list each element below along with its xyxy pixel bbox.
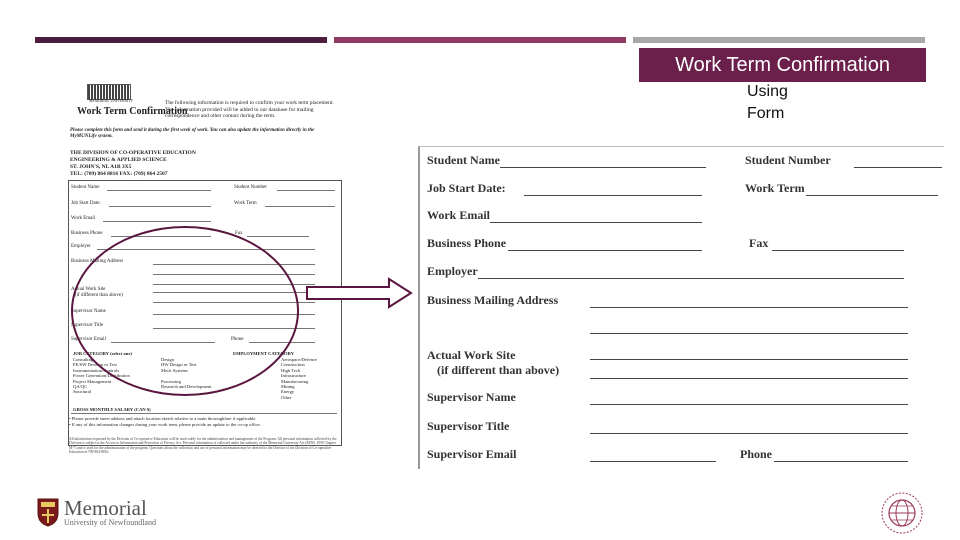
thumb-job-option: FE/SW Develop or Test	[73, 362, 117, 368]
thumb-line	[109, 206, 211, 207]
zoom-line	[500, 167, 706, 168]
thumbnail-note: • If any of this information changes during your work term, please provide an update to the co-op office.	[69, 421, 261, 427]
subtitle-line-1: Using	[747, 83, 788, 100]
thumbnail-faculty: ENGINEERING & APPLIED SCIENCE	[70, 157, 167, 163]
thumb-label-work-email: Work Email	[71, 216, 96, 221]
thumb-job-option: Power Generation/Distribution	[73, 373, 130, 379]
thumb-label-student-number: Student Number	[234, 185, 267, 190]
thumb-line	[277, 190, 335, 191]
zoom-line	[590, 404, 908, 405]
header-bar-dark	[35, 37, 327, 43]
thumbnail-contact: TEL: (709) 864 8816 FAX: (709) 864 2507	[70, 171, 168, 177]
thumb-label-actual-site: Actual Work Site	[71, 287, 106, 292]
zoom-label-work-term: Work Term	[745, 181, 805, 195]
thumb-label-student-name: Student Name	[71, 185, 100, 190]
thumb-label-work-term: Work Term	[234, 201, 257, 206]
memorial-logo-name: Memorial	[64, 496, 147, 520]
thumbnail-university: MEMORIAL UNIVERSITY	[89, 99, 134, 103]
zoom-label-supervisor-name: Supervisor Name	[427, 390, 516, 404]
zoom-line	[524, 195, 702, 196]
thumb-job-option: Project Management	[73, 378, 112, 384]
slide-title: Work Term Confirmation	[639, 48, 926, 82]
zoom-label-work-email: Work Email	[427, 208, 491, 222]
zoom-label-supervisor-email: Supervisor Email	[427, 447, 517, 461]
zoom-label-student-number: Student Number	[745, 153, 831, 167]
thumbnail-note: • Please provide street address and attach location sketch relative to a main thoroughfare if applicable	[69, 416, 256, 421]
subtitle-line-2: Form	[747, 105, 785, 122]
thumb-employment-option: Aerospace/Defence	[281, 357, 317, 362]
thumb-job-option: Processing	[161, 378, 181, 384]
thumbnail-city: ST. JOHN'S, NL A1B 3X5	[70, 164, 132, 170]
zoom-line	[490, 222, 702, 223]
thumb-job-option: Instrumentation/Controls	[73, 367, 120, 373]
thumbnail-instructions: Please complete this form and send it during the first week of work. You can also update the information directly in the MyMUNLife system.	[70, 128, 315, 139]
header-bar-grey	[633, 37, 925, 43]
zoom-line	[772, 250, 904, 251]
thumb-label-supervisor-title: Supervisor Title	[71, 323, 104, 328]
thumb-job-option: Design	[161, 357, 175, 362]
memorial-logo-subname: University of Newfoundland	[64, 518, 156, 527]
zoom-line	[806, 195, 938, 196]
thumb-employment-col	[281, 357, 317, 400]
thumb-job-option: Research and Development	[161, 384, 212, 390]
zoom-label-student-name: Student Name	[427, 153, 501, 167]
thumb-label-job-start: Job Start Date:	[71, 201, 101, 206]
zoom-label-actual-site: Actual Work Site	[427, 348, 516, 362]
thumb-label-phone: Phone	[231, 337, 244, 342]
thumbnail-address-block	[70, 150, 290, 178]
thumb-job-category-label: JOB CATEGORY (select one)	[73, 351, 132, 356]
thumb-label-supervisor-name: Supervisor Name	[71, 309, 106, 314]
thumb-line	[71, 413, 337, 414]
zoom-label-if-different: (if different than above)	[437, 363, 560, 377]
right-arrow-icon	[305, 276, 415, 310]
thumb-label-mailing: Business Mailing Address	[71, 259, 124, 264]
zoom-label-job-start: Job Start Date:	[427, 181, 506, 195]
thumb-line	[107, 190, 211, 191]
zoom-label-supervisor-title: Supervisor Title	[427, 419, 510, 433]
zoom-label-mailing: Business Mailing Address	[427, 293, 559, 307]
thumb-employment-option: Construction	[281, 362, 305, 368]
thumb-employment-option: High Tech	[281, 367, 301, 373]
thumb-employment-option: Energy	[281, 389, 295, 395]
thumb-label-fax: Fax	[235, 231, 243, 236]
thumbnail-form-title: Work Term Confirmation	[77, 106, 188, 117]
thumb-line	[247, 236, 309, 237]
zoom-line	[590, 359, 908, 360]
zoom-label-employer: Employer	[427, 264, 478, 278]
thumb-label-supervisor-email: Supervisor Email	[71, 337, 106, 342]
zoom-line	[590, 433, 908, 434]
thumbnail-fine-print: All information requested by the Division of Co-operative Education will be used solely for the administration and management of the Program. All personal information collected by the Division is subject to the Access to Information and Protection of Privacy Act. Personal information is collected under the authority of the Memorial University Act (RSNL 1990 Chapter M-7) and is used for the administration of the program. Questions about the collection and use of personal information may be directed to the Director of the Division of Co-operative Education at 709-864-8816.	[69, 437, 337, 455]
thumb-employment-option: Manufacturing	[281, 378, 309, 384]
thumb-employment-option: Other	[281, 394, 292, 400]
thumb-job-option: Consulting	[73, 357, 94, 362]
zoom-line	[774, 461, 908, 462]
header-bar-mid	[334, 37, 626, 43]
zoom-line	[508, 250, 702, 251]
zoom-line	[590, 461, 716, 462]
thumb-line	[103, 221, 211, 222]
thumb-job-option: QA/QC	[73, 384, 88, 390]
memorial-crest-icon	[36, 497, 60, 527]
zoom-line	[854, 167, 942, 168]
zoom-label-phone: Phone	[740, 447, 773, 461]
thumb-label-business-phone: Business Phone	[71, 231, 103, 236]
zoom-line	[478, 278, 904, 279]
zoom-line	[590, 307, 908, 308]
thumb-salary-label: GROSS MONTHLY SALARY (CAN $)	[73, 407, 151, 412]
thumbnail-intro: The following information is required to confirm your work term placement. The information provided will be added to our database for mailing correspondence and other contact during the term.	[165, 100, 334, 119]
thumb-employment-option: Mining	[281, 384, 295, 390]
globe-seal-icon	[876, 490, 928, 536]
zoom-label-business-phone: Business Phone	[427, 236, 507, 250]
zoom-line	[590, 333, 908, 334]
zoom-line	[590, 378, 908, 379]
thumbnail-division: THE DIVISION OF CO-OPERATIVE EDUCATION	[70, 150, 196, 156]
thumb-employment-option: Infrastructure	[281, 373, 306, 379]
thumb-job-option: Structural	[73, 389, 92, 395]
thumb-label-employer: Employer	[71, 244, 91, 249]
thumb-line	[265, 206, 335, 207]
zoom-label-fax: Fax	[749, 236, 769, 250]
thumb-employment-category-label: EMPLOYMENT CATEGORY	[233, 351, 295, 356]
highlight-ellipse	[71, 226, 299, 396]
slide-subtitle	[747, 81, 788, 125]
thumbnail-notes	[69, 416, 337, 427]
thumb-label-if-different: (if different than above)	[75, 293, 123, 298]
thumb-job-option: HW Design or Test	[161, 362, 197, 368]
form-zoomed-excerpt	[418, 146, 944, 469]
thumb-job-option: Mech Systems	[161, 367, 188, 373]
